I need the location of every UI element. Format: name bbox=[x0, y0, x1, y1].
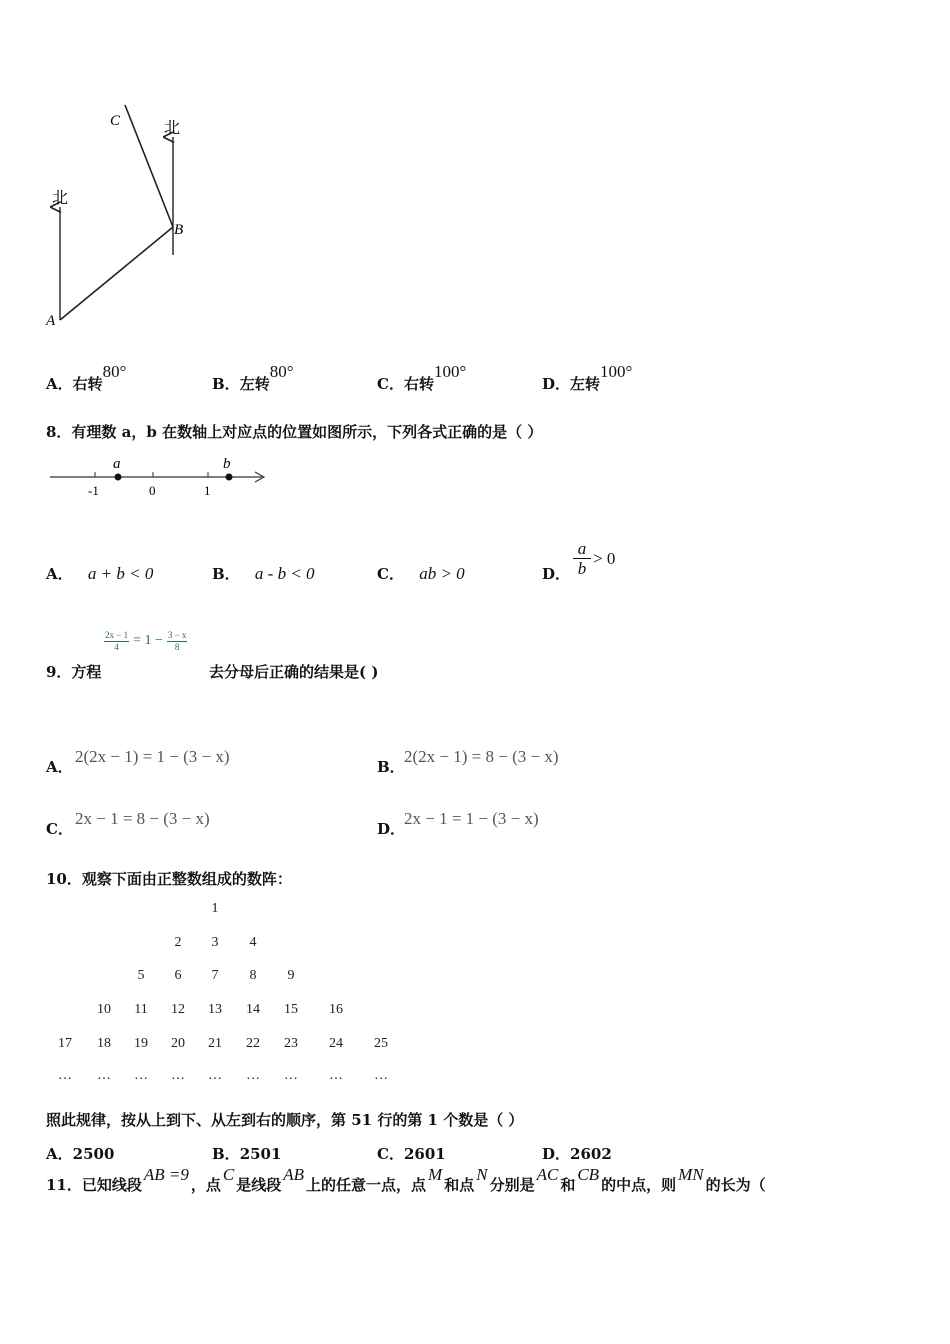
q8-option-c[interactable]: C． ab > 0 bbox=[377, 564, 465, 583]
direction-figure bbox=[40, 95, 200, 335]
point-b bbox=[226, 474, 233, 481]
fraction-numerator: a bbox=[573, 540, 591, 559]
array-cell: 25 bbox=[374, 1036, 388, 1051]
q10-option-d[interactable]: D．2602 bbox=[542, 1145, 612, 1163]
array-cell: 9 bbox=[287, 968, 295, 983]
q10-stem: 10．观察下面由正整数组成的数阵： bbox=[46, 870, 292, 888]
q8-option-a[interactable]: A． a + b < 0 bbox=[46, 564, 154, 583]
array-cell: … bbox=[329, 1068, 343, 1083]
array-cell: … bbox=[374, 1068, 388, 1083]
north-label-left: 北 bbox=[52, 190, 69, 207]
array-cell: 10 bbox=[97, 1002, 111, 1017]
array-cell: 19 bbox=[134, 1036, 148, 1051]
q9-eq-denominator-2: 8 bbox=[174, 641, 180, 652]
q9-option-b-letter[interactable]: B． bbox=[377, 758, 405, 776]
q9-eq-numerator-2: 3 − x bbox=[167, 629, 187, 640]
array-cell: 1 bbox=[211, 901, 219, 916]
number-line bbox=[46, 450, 271, 500]
array-cell: 13 bbox=[208, 1002, 222, 1017]
label-b: B bbox=[174, 222, 184, 238]
q8-option-d-fraction bbox=[573, 540, 591, 579]
number-line-label-b: b bbox=[223, 456, 231, 472]
q8-option-d-rest: > 0 bbox=[593, 549, 616, 568]
array-cell: … bbox=[284, 1068, 298, 1083]
q9-option-d-letter[interactable]: D． bbox=[377, 820, 406, 838]
array-cell: … bbox=[208, 1068, 222, 1083]
array-cell: 7 bbox=[211, 968, 219, 983]
q7-option-b[interactable]: B．左转80° bbox=[212, 362, 294, 393]
array-cell: 14 bbox=[246, 1002, 260, 1017]
array-cell: 17 bbox=[58, 1036, 72, 1051]
q10-option-b[interactable]: B．2501 bbox=[212, 1145, 282, 1163]
array-cell: … bbox=[58, 1068, 72, 1083]
array-cell: 12 bbox=[171, 1002, 185, 1017]
q9-option-c-letter[interactable]: C． bbox=[46, 820, 73, 838]
array-cell: … bbox=[97, 1068, 111, 1083]
tick-label-minus1: -1 bbox=[88, 483, 99, 498]
array-cell: … bbox=[171, 1068, 185, 1083]
q8-option-d-letter[interactable]: D． bbox=[542, 565, 571, 583]
array-cell: 4 bbox=[249, 935, 257, 950]
q9-suffix: 去分母后正确的结果是( ) bbox=[209, 663, 379, 681]
tick-label-1: 1 bbox=[204, 483, 211, 498]
point-a bbox=[115, 474, 122, 481]
array-cell: 16 bbox=[329, 1002, 343, 1017]
q7-option-d[interactable]: D．左转100° bbox=[542, 362, 633, 393]
array-cell: 2 bbox=[174, 935, 182, 950]
array-cell: 8 bbox=[249, 968, 257, 983]
q9-option-a-letter[interactable]: A． bbox=[46, 758, 73, 776]
q9-equation bbox=[104, 626, 187, 656]
tick-label-0: 0 bbox=[149, 483, 156, 498]
array-cell: … bbox=[134, 1068, 148, 1083]
array-cell: 15 bbox=[284, 1002, 298, 1017]
array-cell: 23 bbox=[284, 1036, 298, 1051]
array-cell: 18 bbox=[97, 1036, 111, 1051]
array-cell: 22 bbox=[246, 1036, 260, 1051]
north-label-right: 北 bbox=[164, 120, 181, 137]
segment-ab bbox=[60, 227, 173, 320]
q9-option-b-expr: 2(2x − 1) = 8 − (3 − x) bbox=[404, 747, 559, 766]
q7-option-c[interactable]: C．右转100° bbox=[377, 362, 467, 393]
q9-option-c-expr: 2x − 1 = 8 − (3 − x) bbox=[75, 809, 210, 828]
array-cell: 11 bbox=[134, 1002, 148, 1017]
array-cell: 3 bbox=[211, 935, 219, 950]
label-c: C bbox=[110, 113, 121, 129]
q7-option-a[interactable]: A．右转80° bbox=[46, 362, 127, 393]
q9-eq-middle: = 1 − bbox=[133, 633, 163, 648]
q8-stem: 8．有理数 a，b 在数轴上对应点的位置如图所示，下列各式正确的是（ ） bbox=[46, 423, 543, 441]
q9-option-d-expr: 2x − 1 = 1 − (3 − x) bbox=[404, 809, 539, 828]
q10-option-a[interactable]: A．2500 bbox=[46, 1145, 115, 1163]
q10-option-c[interactable]: C．2601 bbox=[377, 1145, 446, 1163]
array-cell: … bbox=[246, 1068, 260, 1083]
fraction-denominator: b bbox=[577, 559, 587, 578]
number-line-label-a: a bbox=[113, 456, 121, 472]
q9-eq-denominator-1: 4 bbox=[114, 641, 119, 652]
q9-eq-numerator-1: 2x − 1 bbox=[105, 629, 129, 640]
label-a: A bbox=[46, 313, 56, 329]
array-cell: 6 bbox=[174, 968, 182, 983]
array-cell: 24 bbox=[329, 1036, 343, 1051]
q11-stem: 11．已知线段AB =9，点C是线段AB上的任意一点，点M和点N分别是AC和CB的中点，则MN的长为（ bbox=[46, 1165, 766, 1194]
q10-rule: 照此规律，按从上到下、从左到右的顺序，第 51 行的第 1 个数是（ ） bbox=[46, 1111, 524, 1129]
q9-prefix: 9．方程 bbox=[46, 663, 102, 681]
array-cell: 20 bbox=[171, 1036, 185, 1051]
array-cell: 5 bbox=[137, 968, 145, 983]
q8-option-b[interactable]: B． a - b < 0 bbox=[212, 564, 315, 583]
q9-option-a-expr: 2(2x − 1) = 1 − (3 − x) bbox=[75, 747, 230, 766]
array-cell: 21 bbox=[208, 1036, 222, 1051]
